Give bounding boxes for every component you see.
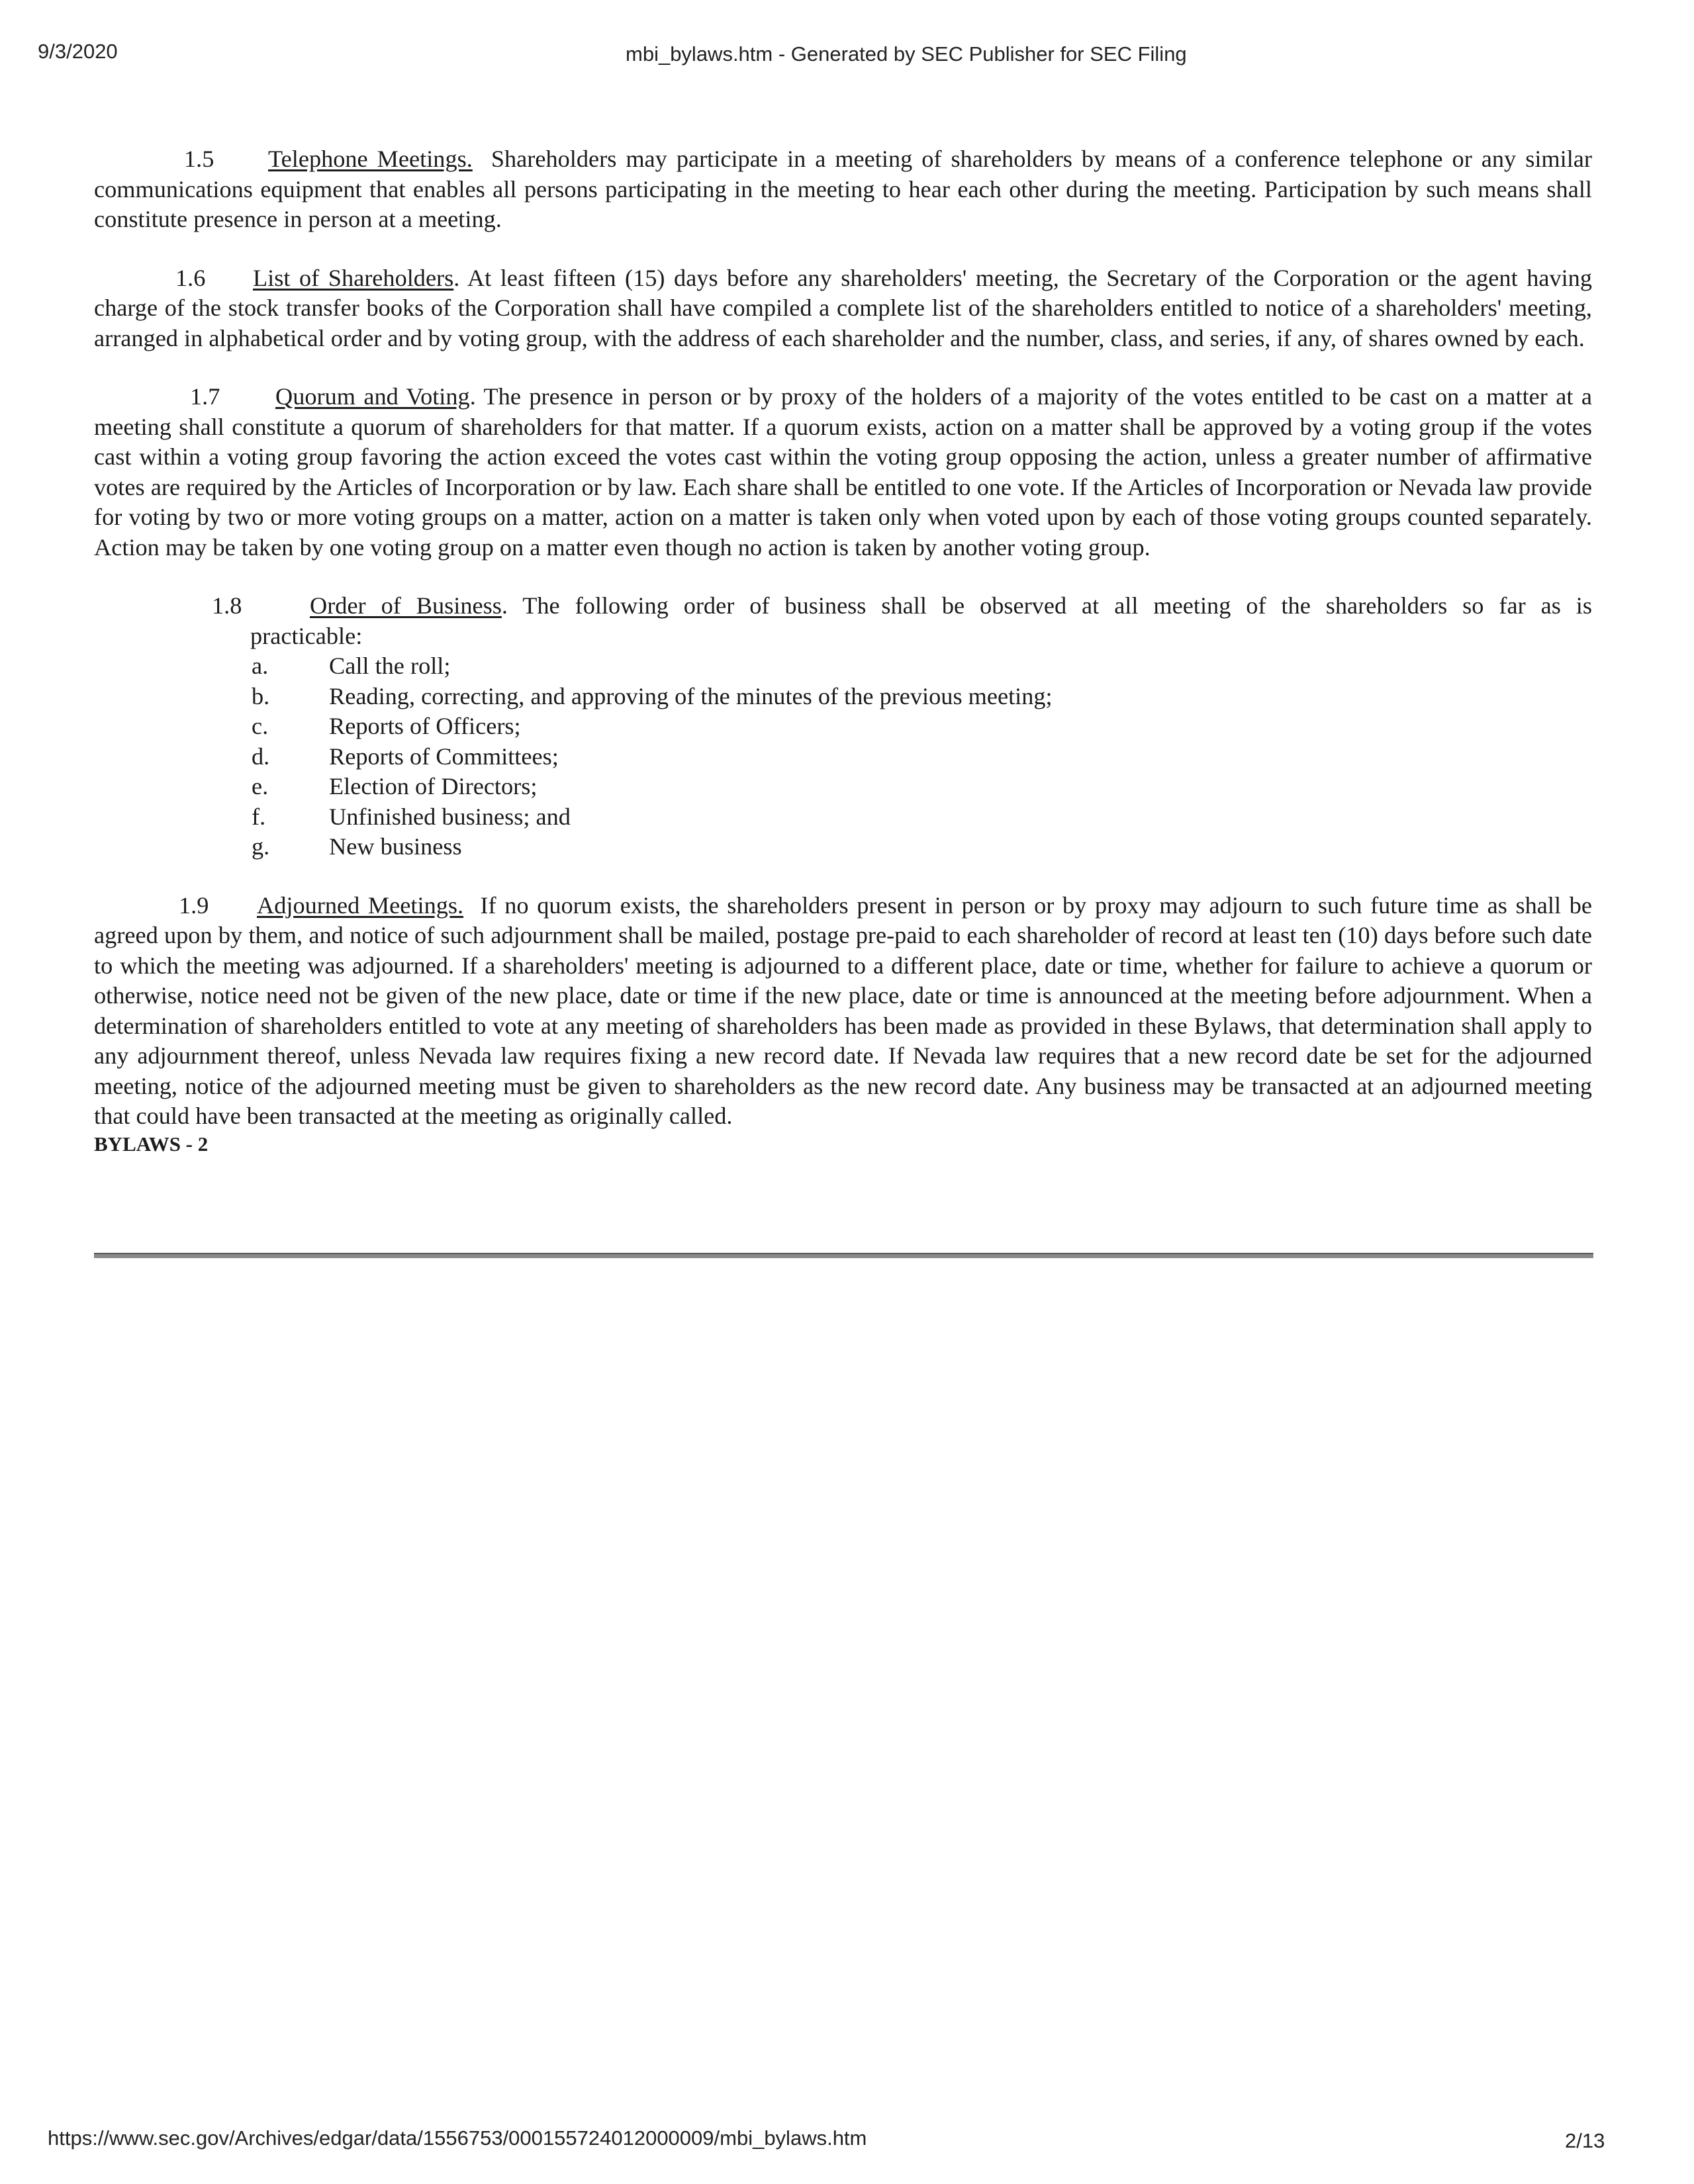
section-text: Shareholders may participate in a meeting of shareholders by means of a conference telephone or any similar communications equipment that enables all persons participating in the meeting to hear each other during the meeting. Participation by such means shall constitute presence in person at a meeting.	[94, 146, 1592, 232]
list-text: Call the roll;	[329, 653, 451, 679]
section-number: 1.6	[175, 264, 206, 291]
section-1-9	[94, 891, 1592, 1132]
list-item	[252, 711, 1592, 742]
section-text-continued: practicable:	[250, 622, 363, 649]
list-letter: a.	[252, 653, 269, 679]
section-1-8-first-line	[212, 591, 1592, 621]
print-date: 9/3/2020	[38, 40, 118, 63]
order-of-business-list	[94, 651, 1592, 862]
section-1-8	[94, 591, 1592, 862]
list-item	[252, 802, 1592, 833]
list-letter: c.	[252, 713, 269, 739]
section-1-6	[94, 263, 1592, 354]
section-number: 1.9	[179, 891, 209, 919]
section-1-7	[94, 382, 1592, 563]
list-letter: b.	[252, 682, 270, 709]
page-number: 2/13	[1565, 2129, 1605, 2152]
list-text: Reports of Committees;	[329, 743, 559, 770]
list-letter: d.	[252, 743, 270, 770]
section-heading: Telephone Meetings.	[268, 146, 473, 172]
list-letter: e.	[252, 773, 269, 799]
section-text: . At least fifteen (15) days before any shareholders' meeting, the Secretary of the Corporation or the agent having charge of the stock transfer books of the Corporation shall have compiled a complete list of the shareholders entitled to notice of a shareholders' meeting, arranged in alphabetical order and by voting group, with the address of each shareholder and the number, class, and series, if any, of shares owned by each.	[94, 264, 1592, 351]
list-letter: g.	[252, 833, 270, 860]
section-heading: List of Shareholders	[253, 264, 454, 291]
list-text: Reports of Officers;	[329, 713, 521, 739]
section-heading: Quorum and Voting	[275, 383, 470, 410]
section-heading: Order of Business	[310, 592, 502, 619]
list-item	[252, 651, 1592, 682]
section-number: 1.8	[212, 592, 242, 619]
section-heading: Adjourned Meetings.	[257, 891, 464, 919]
list-letter: f.	[252, 803, 266, 830]
list-text: New business	[329, 833, 462, 860]
source-url: https://www.sec.gov/Archives/edgar/data/1556753/000155724012000009/mbi_bylaws.htm	[48, 2126, 867, 2150]
list-text: Unfinished business; and	[329, 803, 571, 830]
section-text: If no quorum exists, the shareholders present in person or by proxy may adjourn to such future time as shall be agreed upon by them, and notice of such adjournment shall be mailed, postage pre-paid to each shareholder of record at least ten (10) days before such date to which the meeting was adjourned. If a shareholders' meeting is adjourned to a different place, date or time, whether for failure to achieve a quorum or otherwise, notice need not be given of the new place, date or time if the new place, date or time is announced at the meeting before adjournment. When a determination of shareholders entitled to vote at any meeting of shareholders has been made as provided in these Bylaws, that determination shall apply to any adjournment thereof, unless Nevada law requires fixing a new record date. If Nevada law requires that a new record date be set for the adjourned meeting, notice of the adjourned meeting must be given to shareholders as the new record date. Any business may be transacted at an adjourned meeting that could have been transacted at the meeting as originally called.	[94, 891, 1592, 1129]
section-1-5	[94, 144, 1592, 235]
section-text: . The following order of business shall be observed at all meeting of the shareholders so far as is	[501, 592, 1592, 619]
horizontal-rule	[94, 1253, 1593, 1258]
section-number: 1.7	[190, 383, 220, 410]
list-item	[252, 682, 1592, 712]
list-item	[252, 772, 1592, 802]
page-label: BYLAWS - 2	[94, 1132, 209, 1156]
print-header-title: mbi_bylaws.htm - Generated by SEC Publisher for SEC Filing	[626, 42, 1187, 66]
list-item	[252, 742, 1592, 772]
list-text: Election of Directors;	[329, 773, 538, 799]
list-item	[252, 832, 1592, 862]
section-number: 1.5	[184, 146, 214, 172]
document-body	[94, 144, 1592, 1156]
list-text: Reading, correcting, and approving of the minutes of the previous meeting;	[329, 682, 1053, 709]
section-text: . The presence in person or by proxy of the holders of a majority of the votes entitled to be cast on a matter at a meeting shall constitute a quorum of shareholders for that matter. If a quorum exists, action on a matter shall be approved by a voting group if the votes cast within a voting group favoring the action exceed the votes cast within the voting group opposing the action, unless a greater number of affirmative votes are required by the Articles of Incorporation or by law. Each share shall be entitled to one vote. If the Articles of Incorporation or Nevada law provide for voting by two or more voting groups on a matter, action on a matter is taken only when voted upon by each of those voting groups counted separately. Action may be taken by one voting group on a matter even though no action is taken by another voting group.	[94, 383, 1592, 561]
